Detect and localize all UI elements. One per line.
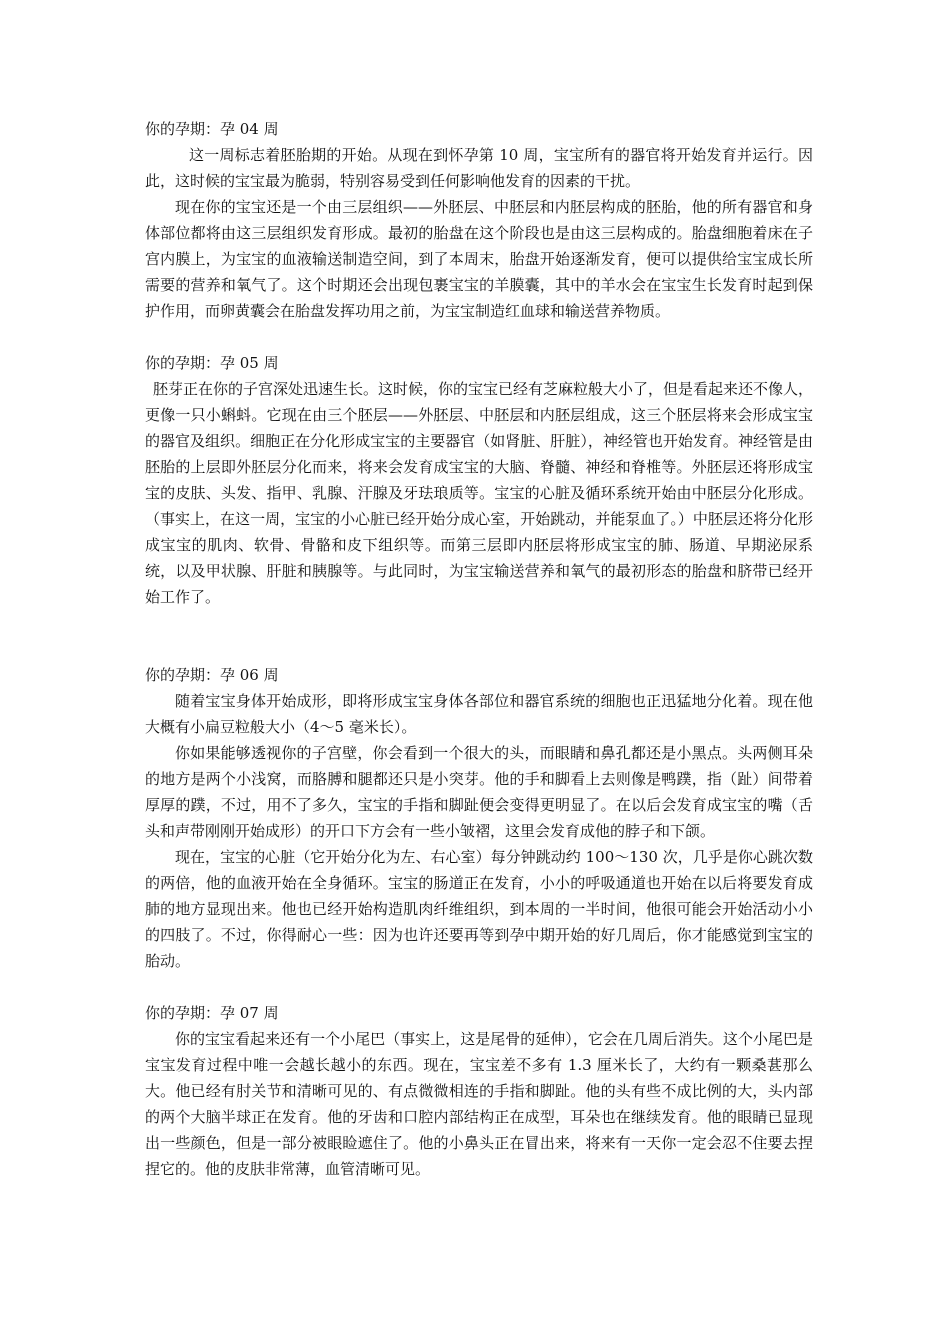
section-week-04 [145,116,813,324]
section-week-06 [145,662,813,974]
paragraph: 现在，宝宝的心脏（它开始分化为左、右心室）每分钟跳动约 100～130 次，几乎是你心跳次数的两倍，他的血液开始在全身循环。宝宝的肠道正在发育，小小的呼吸通道也开始在以后将要发育成肺的地方显现出来。他也已经开始构造肌肉纤维组织，到本周的一半时间，他很可能会开始活动小小的四肢了。不过，你得耐心一些：因为也许还要再等到孕中期开始的好几周后，你才能感觉到宝宝的胎动。 [145,848,813,970]
paragraph: 随着宝宝身体开始成形，即将形成宝宝身体各部位和器官系统的细胞也正迅猛地分化着。现在他大概有小扁豆粒般大小（4～5 毫米长）。 [145,692,813,736]
section-week-07 [145,1000,813,1182]
section-heading: 你的孕期：孕 07 周 [145,1004,279,1022]
paragraph: 你的宝宝看起来还有一个小尾巴（事实上，这是尾骨的延伸），它会在几周后消失。这个小尾巴是宝宝发育过程中唯一会越长越小的东西。现在，宝宝差不多有 1.3 厘米长了，大约有一颗桑葚那么大。他已经有肘关节和清晰可见的、有点微微相连的手指和脚趾。他的头有些不成比例的大，头内部的两个大脑半球正在发育。他的牙齿和口腔内部结构正在成型，耳朵也在继续发育。他的眼睛已显现出一些颜色，但是一部分被眼睑遮住了。他的小鼻头正在冒出来，将来有一天你一定会忍不住要去捏捏它的。他的皮肤非常薄，血管清晰可见。 [145,1030,813,1178]
paragraph: 你如果能够透视你的子宫壁，你会看到一个很大的头，而眼睛和鼻孔都还是小黑点。头两侧耳朵的地方是两个小浅窝，而胳膊和腿都还只是小突芽。他的手和脚看上去则像是鸭蹼，指（趾）间带着厚厚的蹼，不过，用不了多久，宝宝的手指和脚趾便会变得更明显了。在以后会发育成宝宝的嘴（舌头和声带刚刚开始成形）的开口下方会有一些小皱褶，这里会发育成他的脖子和下颌。 [145,744,813,840]
document-page [145,116,813,1182]
section-heading: 你的孕期：孕 04 周 [145,120,279,138]
section-heading: 你的孕期：孕 06 周 [145,666,279,684]
paragraph: 现在你的宝宝还是一个由三层组织——外胚层、中胚层和内胚层构成的胚胎，他的所有器官和身体部位都将由这三层组织发育形成。最初的胎盘在这个阶段也是由这三层构成的。胎盘细胞着床在子宫内膜上，为宝宝的血液输送制造空间，到了本周末，胎盘开始逐渐发育，便可以提供给宝宝成长所需要的营养和氧气了。这个时期还会出现包裹宝宝的羊膜囊，其中的羊水会在宝宝生长发育时起到保护作用，而卵黄囊会在胎盘发挥功用之前，为宝宝制造红血球和输送营养物质。 [145,198,813,320]
section-heading: 你的孕期：孕 05 周 [145,354,279,372]
paragraph: 这一周标志着胚胎期的开始。从现在到怀孕第 10 周，宝宝所有的器官将开始发育并运行。因此，这时候的宝宝最为脆弱，特别容易受到任何影响他发育的因素的干扰。 [145,146,813,190]
section-week-05 [145,350,813,610]
paragraph: 胚芽正在你的子宫深处迅速生长。这时候，你的宝宝已经有芝麻粒般大小了，但是看起来还不像人，更像一只小蝌蚪。它现在由三个胚层——外胚层、中胚层和内胚层组成，这三个胚层将来会形成宝宝的器官及组织。细胞正在分化形成宝宝的主要器官（如肾脏、肝脏），神经管也开始发育。神经管是由胚胎的上层即外胚层分化而来，将来会发育成宝宝的大脑、脊髓、神经和脊椎等。外胚层还将形成宝宝的皮肤、头发、指甲、乳腺、汗腺及牙珐琅质等。宝宝的心脏及循环系统开始由中胚层分化形成。（事实上，在这一周，宝宝的小心脏已经开始分成心室，开始跳动，并能泵血了。）中胚层还将分化形成宝宝的肌肉、软骨、骨骼和皮下组织等。而第三层即内胚层将形成宝宝的肺、肠道、早期泌尿系统，以及甲状腺、肝脏和胰腺等。与此同时，为宝宝输送营养和氧气的最初形态的胎盘和脐带已经开始工作了。 [145,380,814,606]
